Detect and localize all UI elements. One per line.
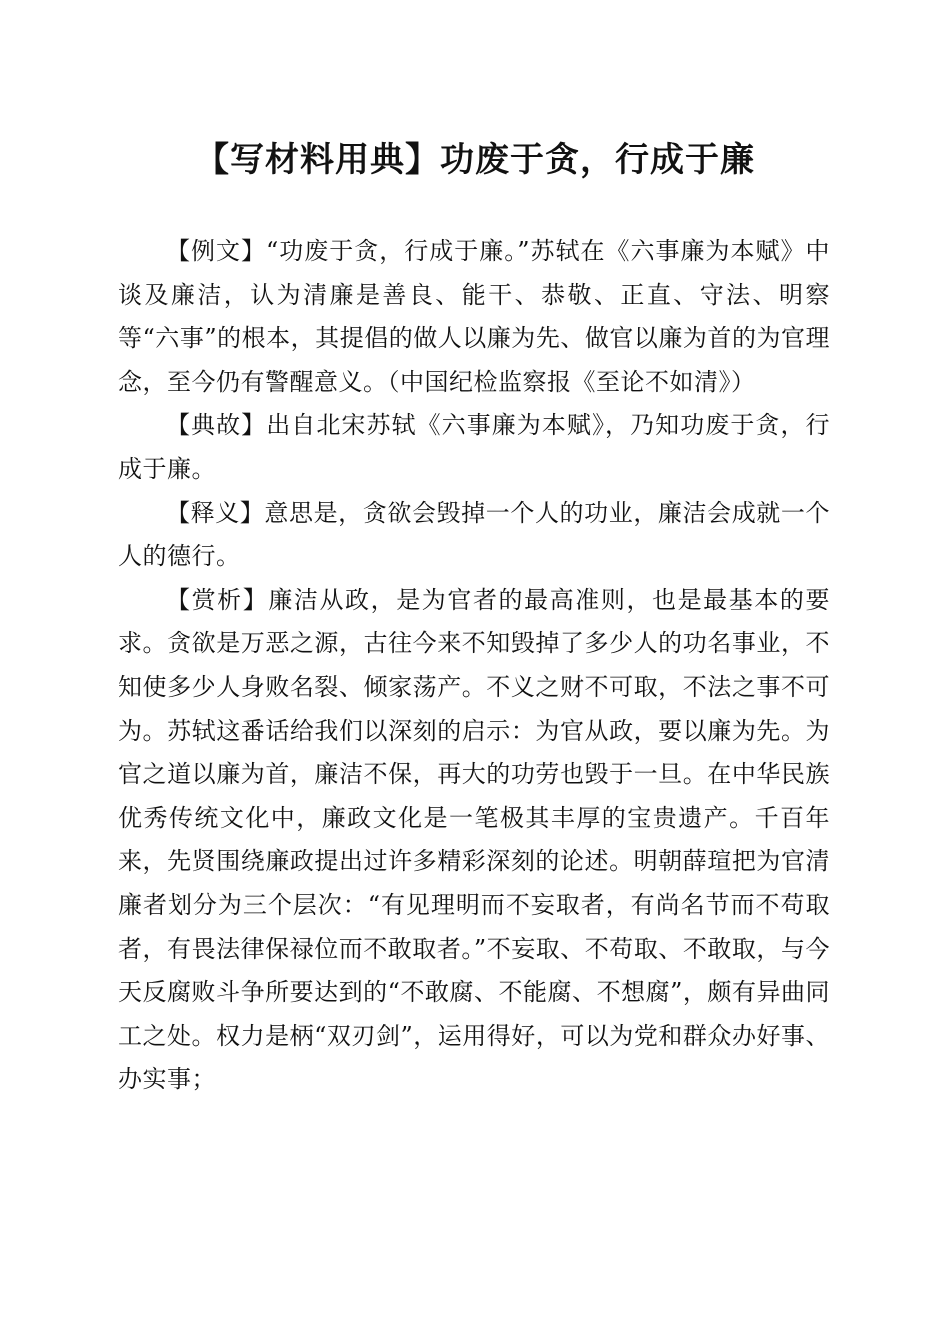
paragraph-meaning: 【释义】意思是，贪欲会毁掉一个人的功业，廉洁会成就一个人的德行。 xyxy=(118,498,830,571)
paragraph-example: 【例文】“功废于贪，行成于廉。”苏轼在《六事廉为本赋》中谈及廉洁，认为清廉是善良、能干、恭敬、正直、守法、明察等“六事”的根本，其提倡的做人以廉为先、做官以廉为首的为官理念，至今仍有警醒意义。（中国纪检监察报《至论不如清》） xyxy=(118,237,830,396)
document-title: 【写材料用典】功废于贪，行成于廉 xyxy=(195,140,755,180)
paragraph-allusion: 【典故】出自北宋苏轼《六事廉为本赋》，乃知功废于贪，行成于廉。 xyxy=(118,411,830,483)
document-body xyxy=(118,230,830,1102)
paragraph-appreciation: 【赏析】廉洁从政，是为官者的最高准则，也是最基本的要求。贪欲是万恶之源，古往今来不知毁掉了多少人的功名事业，不知使多少人身败名裂、倾家荡产。不义之财不可取，不法之事不可为。苏轼这番话给我们以深刻的启示：为官从政，要以廉为先。为官之道以廉为首，廉洁不保，再大的功劳也毁于一旦。在中华民族优秀传统文化中，廉政文化是一笔极其丰厚的宝贵遗产。千百年来，先贤围绕廉政提出过许多精彩深刻的论述。明朝薛瑄把为官清廉者划分为三个层次：“有见理明而不妄取者，有尚名节而不苟取者，有畏法律保禄位而不敢取者。”不妄取、不苟取、不敢取，与今天反腐败斗争所要达到的“不敢腐、不能腐、不想腐”，颇有异曲同工之处。权力是柄“双刃剑”，运用得好，可以为党和群众办好事、办实事； xyxy=(118,585,830,1094)
